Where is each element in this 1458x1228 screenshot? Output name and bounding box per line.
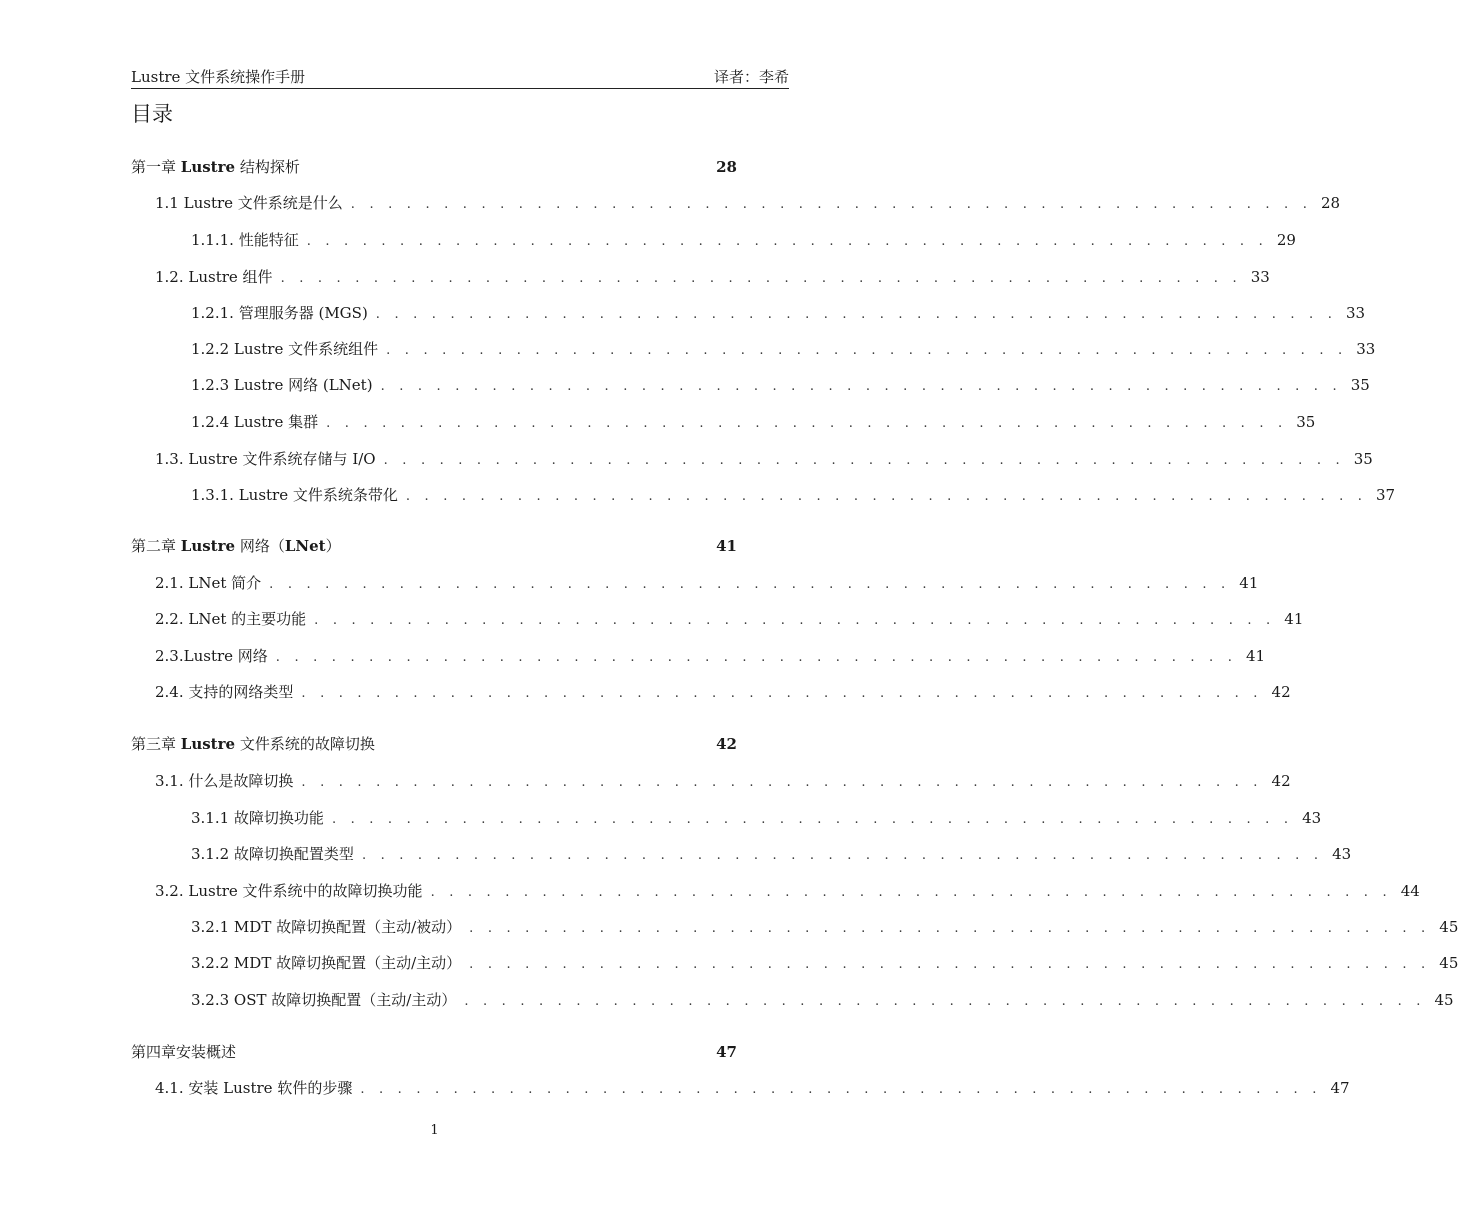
page-number: 33	[1250, 268, 1270, 286]
page-number: 41	[1284, 610, 1304, 628]
dot-leader: . . . . . . . . . . . . . . . . . . . . . . . . . . . . . . . . . . . . . . . . . . . . . . . . . . . .	[280, 271, 1242, 286]
page-number: 42	[716, 735, 737, 753]
dot-leader: . . . . . . . . . . . . . . . . . . . . . . . . . . . . . . . . . . . . . . . . . . . . . . . . . . . .	[469, 957, 1431, 972]
toc-entry[interactable]	[191, 411, 1316, 433]
dot-leader: . . . . . . . . . . . . . . . . . . . . . . . . . . . . . . . . . . . . . . . . . . . . . . . . . . . .	[326, 416, 1288, 431]
toc-entry[interactable]	[155, 880, 1420, 902]
dot-leader: . . . . . . . . . . . . . . . . . . . . . . . . . . . . . . . . . . . . . . . . . . . . . . . . . . . .	[301, 775, 1263, 790]
entry-title: 3.2. Lustre 文件系统中的故障切换功能	[155, 882, 423, 900]
entry-title: 1.3.1. Lustre 文件系统条带化	[191, 486, 398, 504]
dot-leader: . . . . . . . . . . . . . . . . . . . . . . . . . . . . . . . . . . . . . . . . . . . . . . . . . . . .	[464, 994, 1426, 1009]
header-title: Lustre 文件系统操作手册	[131, 68, 306, 86]
dot-leader: . . . . . . . . . . . . . . . . . . . . . . . . . . . . . . . . . . . . . . . . . . . . . . . . . . . .	[301, 686, 1263, 701]
toc-entry[interactable]	[191, 916, 1458, 938]
entry-title: 3.1. 什么是故障切换	[155, 772, 294, 790]
toc-chapter-3[interactable]	[131, 733, 737, 755]
entry-title: 1.2.4 Lustre 集群	[191, 413, 319, 431]
toc-entry[interactable]	[191, 952, 1458, 974]
dot-leader: . . . . . . . . . . . . . . . . . . . . . . . . . . . . . . . . . . . . . . . . . . . . . . . . . . . .	[375, 307, 1338, 322]
dot-leader: . . . . . . . . . . . . . . . . . . . . . . . . . . . . . . . . . . . . . . . . . . . . . . . . . . . .	[306, 234, 1268, 249]
page-number: 41	[1245, 647, 1266, 665]
chapter-title: 第三章 Lustre 文件系统的故障切换	[131, 735, 375, 753]
header-translator: 译者：李希	[713, 68, 789, 86]
page-number: 29	[1276, 231, 1296, 249]
toc-entry[interactable]	[155, 608, 1304, 630]
toc-entry[interactable]	[155, 645, 1266, 667]
dot-leader: . . . . . . . . . . . . . . . . . . . . . . . . . . . . . . . . . . . . . . . . . . . . . . . . . . . .	[380, 379, 1342, 394]
entry-title: 4.1. 安装 Lustre 软件的步骤	[155, 1079, 353, 1097]
running-header	[131, 66, 789, 89]
toc-entry[interactable]	[155, 192, 1341, 214]
dot-leader: . . . . . . . . . . . . . . . . . . . . . . . . . . . . . . . . . . . . . . . . . . . . . . . . . . . .	[386, 343, 1348, 358]
entry-title: 1.2. Lustre 组件	[155, 268, 273, 286]
dot-leader: . . . . . . . . . . . . . . . . . . . . . . . . . . . . . . . . . . . . . . . . . . . . . . . . . . . .	[314, 613, 1276, 628]
page-number: 43	[1332, 845, 1352, 863]
entry-title: 1.2.2 Lustre 文件系统组件	[191, 340, 379, 358]
page-number: 35	[1350, 376, 1370, 394]
dot-leader: . . . . . . . . . . . . . . . . . . . . . . . . . . . . . . . . . . . . . . . . . . . . . . . . . . . .	[269, 577, 1231, 592]
page-number: 47	[716, 1043, 737, 1061]
toc-entry[interactable]	[155, 266, 1270, 288]
dot-leader: . . . . . . . . . . . . . . . . . . . . . . . . . . . . . . . . . . . . . . . . . . . . . . . . . . . .	[383, 453, 1345, 468]
toc-entry[interactable]	[191, 338, 1376, 360]
chapter-title: 第二章 Lustre 网络（LNet）	[131, 537, 341, 555]
toc-entry[interactable]	[155, 1077, 1350, 1099]
toc-entry[interactable]	[155, 681, 1291, 703]
entry-title: 1.1.1. 性能特征	[191, 231, 299, 249]
page-number: 42	[1271, 772, 1291, 790]
page-number: 45	[1439, 954, 1458, 972]
entry-title: 3.2.2 MDT 故障切换配置（主动/主动）	[191, 954, 462, 972]
page-number: 35	[1353, 450, 1373, 468]
chapter-title: 第一章 Lustre 结构探析	[131, 158, 300, 176]
page-number: 41	[716, 537, 737, 555]
page-number: 28	[716, 158, 737, 176]
page-number: 43	[1302, 809, 1322, 827]
toc-entry[interactable]	[155, 448, 1373, 470]
toc-entry[interactable]	[155, 770, 1291, 792]
page-number: 33	[1356, 340, 1376, 358]
entry-title: 1.1 Lustre 文件系统是什么	[155, 194, 343, 212]
toc-chapter-1[interactable]	[131, 156, 737, 178]
page-number: 33	[1345, 304, 1366, 322]
entry-title: 1.2.3 Lustre 网络 (LNet)	[191, 376, 373, 394]
toc-entry[interactable]	[191, 229, 1296, 251]
toc-entry[interactable]	[191, 843, 1352, 865]
chapter-title: 第四章安装概述	[131, 1043, 237, 1061]
page-number: 37	[1376, 486, 1396, 504]
toc-entry[interactable]	[191, 989, 1454, 1011]
toc-entry[interactable]	[191, 374, 1370, 396]
toc-entry[interactable]	[191, 807, 1322, 829]
page-number: 45	[1434, 991, 1454, 1009]
dot-leader: . . . . . . . . . . . . . . . . . . . . . . . . . . . . . . . . . . . . . . . . . . . . . . . . . . . .	[350, 197, 1313, 212]
toc-chapter-4[interactable]	[131, 1041, 737, 1063]
entry-title: 2.3.Lustre 网络	[155, 647, 268, 665]
page-number: 42	[1271, 683, 1291, 701]
page-footer-number: 1	[430, 1123, 439, 1138]
page-number: 47	[1330, 1079, 1350, 1097]
page-number: 45	[1439, 918, 1458, 936]
toc-heading: 目录	[131, 102, 173, 126]
entry-title: 2.4. 支持的网络类型	[155, 683, 294, 701]
dot-leader: . . . . . . . . . . . . . . . . . . . . . . . . . . . . . . . . . . . . . . . . . . . . . . . . . . . .	[469, 921, 1431, 936]
dot-leader: . . . . . . . . . . . . . . . . . . . . . . . . . . . . . . . . . . . . . . . . . . . . . . . . . . . .	[331, 812, 1294, 827]
entry-title: 2.1. LNet 简介	[155, 574, 262, 592]
dot-leader: . . . . . . . . . . . . . . . . . . . . . . . . . . . . . . . . . . . . . . . . . . . . . . . . . . . .	[275, 650, 1238, 665]
page-number: 44	[1400, 882, 1420, 900]
dot-leader: . . . . . . . . . . . . . . . . . . . . . . . . . . . . . . . . . . . . . . . . . . . . . . . . . . . .	[361, 848, 1324, 863]
toc-entry[interactable]	[191, 484, 1396, 506]
entry-title: 3.1.2 故障切换配置类型	[191, 845, 354, 863]
page-number: 35	[1296, 413, 1316, 431]
entry-title: 1.3. Lustre 文件系统存储与 I/O	[155, 450, 376, 468]
toc-entry[interactable]	[191, 302, 1366, 324]
dot-leader: . . . . . . . . . . . . . . . . . . . . . . . . . . . . . . . . . . . . . . . . . . . . . . . . . . . .	[360, 1082, 1322, 1097]
dot-leader: . . . . . . . . . . . . . . . . . . . . . . . . . . . . . . . . . . . . . . . . . . . . . . . . . . . .	[430, 885, 1392, 900]
dot-leader: . . . . . . . . . . . . . . . . . . . . . . . . . . . . . . . . . . . . . . . . . . . . . . . . . . . .	[405, 489, 1368, 504]
entry-title: 3.2.3 OST 故障切换配置（主动/主动）	[191, 991, 457, 1009]
page-number: 28	[1320, 194, 1341, 212]
entry-title: 3.1.1 故障切换功能	[191, 809, 324, 827]
toc-entry[interactable]	[155, 572, 1259, 594]
entry-title: 3.2.1 MDT 故障切换配置（主动/被动）	[191, 918, 462, 936]
toc-chapter-2[interactable]	[131, 535, 737, 557]
page-number: 41	[1239, 574, 1259, 592]
entry-title: 2.2. LNet 的主要功能	[155, 610, 307, 628]
entry-title: 1.2.1. 管理服务器 (MGS)	[191, 304, 368, 322]
